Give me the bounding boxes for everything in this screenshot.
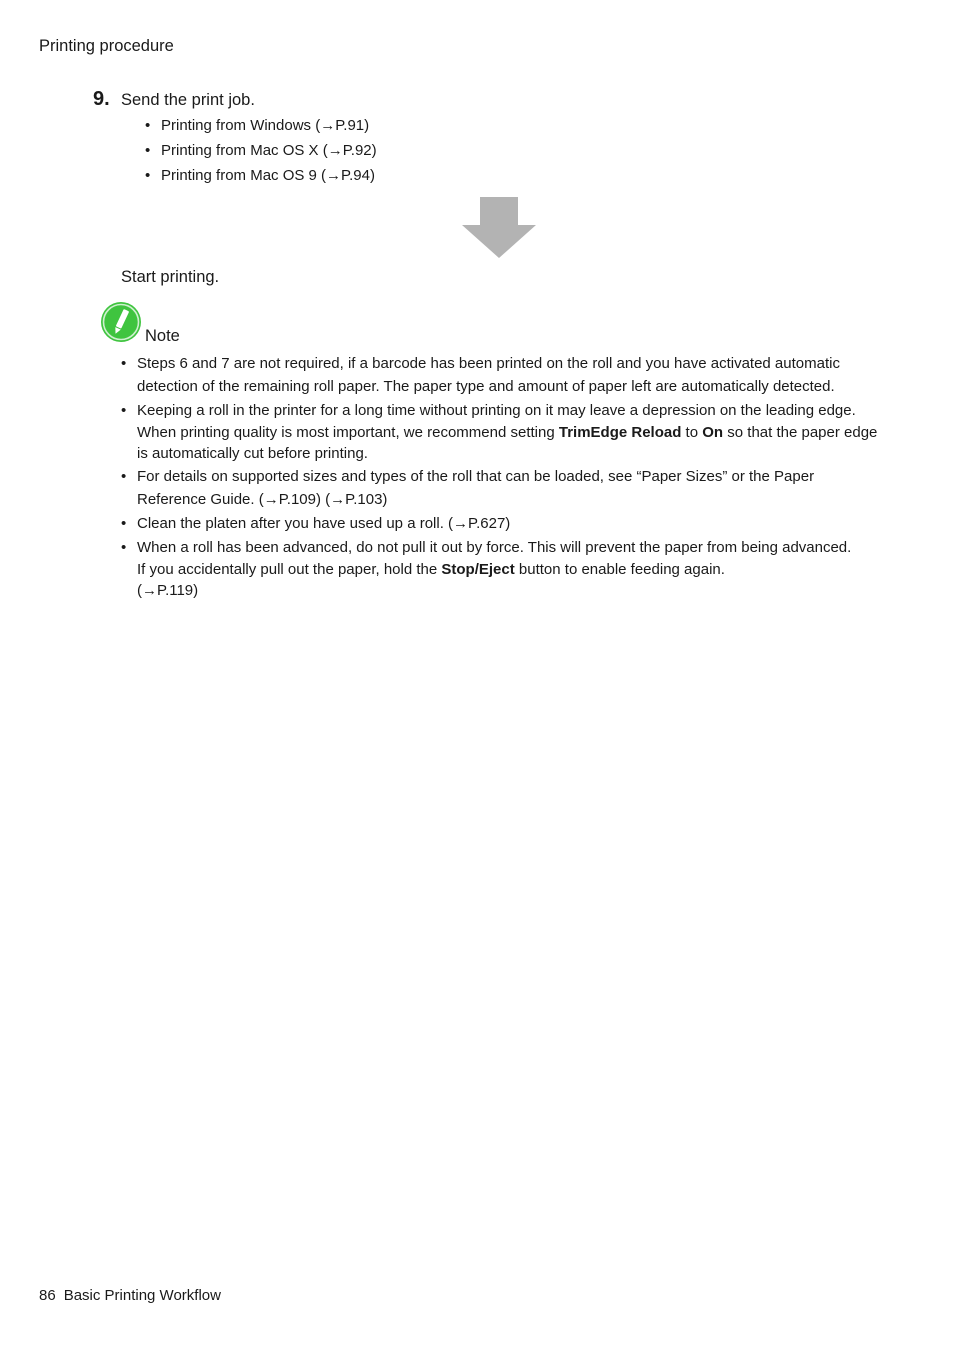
list-item: • Keeping a roll in the printer for a long time without printing on it may leave a depression on the leading edge. When printing quality is most important, we recommend setting TrimEdge Reload to On so that the paper edge is automatically cut before printing. <box>121 399 881 464</box>
down-arrow-icon <box>461 196 537 265</box>
print-method-list <box>145 116 377 191</box>
step-text: Send the print job. <box>121 91 255 109</box>
footer-section: Basic Printing Workflow <box>63 1287 221 1304</box>
list-item: • Clean the platen after you have used up a roll. (→P.627) <box>121 512 881 535</box>
list-item: • When a roll has been advanced, do not pull it out by force. This will prevent the paper from being advanced. If you accidentally pull out the paper, hold the Stop/Eject button to enable feeding again. (→P.119) <box>121 536 881 601</box>
note-label: Note <box>145 327 180 345</box>
pencil-note-icon <box>100 301 142 348</box>
list-item[interactable]: • Printing from Mac OS X (→P.92) <box>145 142 377 159</box>
note-subtext: When printing quality is most important, we recommend setting TrimEdge Reload to On so that the paper edge is automatically cut before printing. <box>137 424 878 462</box>
step-number: 9. <box>93 88 110 110</box>
start-printing-text: Start printing. <box>121 268 220 286</box>
list-item: • For details on supported sizes and types of the roll that can be loaded, see “Paper Sizes” or the Paper Reference Guide. (→P.109) (→P.103) <box>121 465 881 511</box>
page-number: 86 <box>39 1287 56 1304</box>
list-item[interactable]: • Printing from Mac OS 9 (→P.94) <box>145 167 375 184</box>
page-header-title: Printing procedure <box>39 37 174 55</box>
page-footer <box>39 1287 221 1304</box>
page-reference-link[interactable]: (→P.119) <box>137 582 199 599</box>
note-subtext: If you accidentally pull out the paper, hold the Stop/Eject button to enable feeding again. <box>137 561 725 578</box>
list-item[interactable]: • Printing from Windows (→P.91) <box>145 117 370 134</box>
note-list <box>121 352 881 602</box>
list-item: • Steps 6 and 7 are not required, if a barcode has been printed on the roll and you have activated automatic detection of the remaining roll paper. The paper type and amount of paper left are automatically detected. <box>121 352 881 398</box>
step-9 <box>93 88 255 111</box>
